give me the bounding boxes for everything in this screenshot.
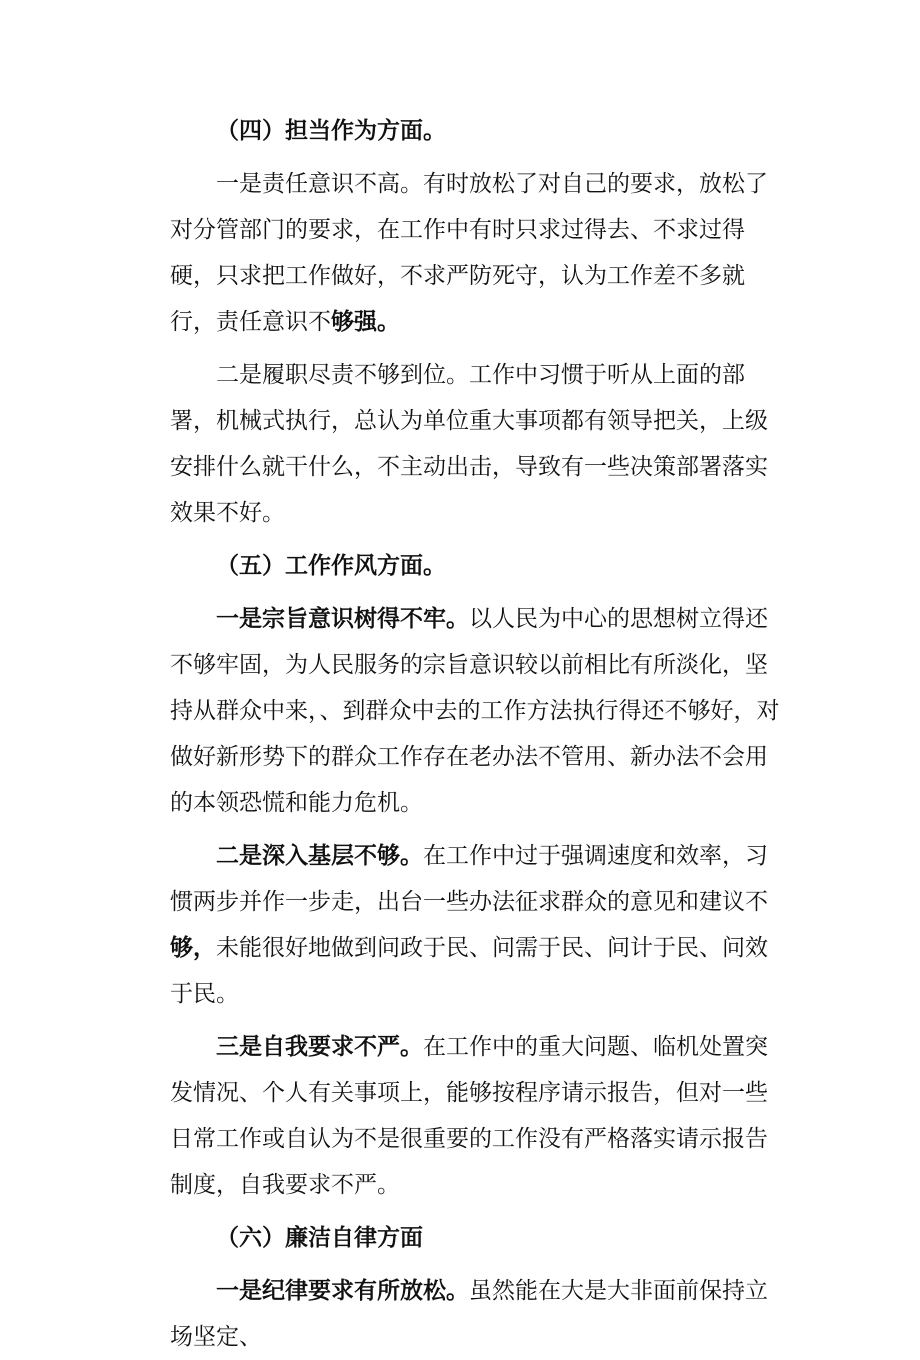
- section-5-paragraph-1-body: 以人民为中心的思想树立得还不够牢固，为人民服务的宗旨意识较以前相比有所淡化，坚持从群众中来，、到群众中去的工作方法执行得还不够好，对做好新形势下的群众工作存在老办法不管用、新办法不会用的本领恐慌和能力危机。: [170, 606, 780, 816]
- section-4-heading: （四）担当作为方面。: [216, 118, 446, 144]
- section-5-paragraph-1: [170, 596, 790, 826]
- section-5-paragraph-1-lead: 一是宗旨意识树得不牢。: [216, 605, 469, 632]
- section-5-paragraph-2-body-end: 未能很好地做到问政于民、问需于民、问计于民、问效于民。: [170, 935, 768, 1007]
- section-6-paragraph-1-lead: 一是纪律要求有所放松。: [216, 1277, 469, 1304]
- section-4-paragraph-2: 二是履职尽责不够到位。工作中习惯于听从上面的部署，机械式执行，总认为单位重大事项都有领导把关，上级安排什么就干什么，不主动出击，导致有一些决策部署落实效果不好。: [170, 362, 768, 526]
- section-5-paragraph-2-bold: 够，: [170, 934, 216, 961]
- section-5-paragraph-3-body: 在工作中的重大问题、临机处置突发情况、个人有关事项上，能够按程序请示报告，但对一些日常工作或自认为不是很重要的工作没有严格落实请示报告制度，自我要求不严。: [170, 1034, 768, 1198]
- section-6-paragraph-1-body: 虽然能在大是大非面前保持立场坚定、: [170, 1278, 768, 1350]
- section-6-paragraph-1: [170, 1268, 790, 1360]
- section-5-heading: （五）工作作风方面。: [216, 553, 446, 579]
- document-body: [170, 108, 790, 1360]
- section-4-paragraph-1-text: 一是责任意识不高。有时放松了对自己的要求，放松了对分管部门的要求，在工作中有时只求过得去、不求过得硬，只求把工作做好，不求严防死守，认为工作差不多就行，责任意识不: [170, 171, 768, 335]
- section-5-paragraph-2-lead: 二是深入基层不够。: [216, 842, 423, 869]
- section-5-paragraph-3-lead: 三是自我要求不严。: [216, 1033, 423, 1060]
- section-6-heading: （六）廉洁自律方面: [216, 1225, 423, 1251]
- section-5-paragraph-2-body: 在工作中过于强调速度和效率，习惯两步并作一步走，出台一些办法征求群众的意见和建议不: [170, 843, 768, 915]
- section-5-paragraph-3: [170, 1024, 790, 1208]
- section-4-paragraph-1: [170, 161, 790, 345]
- section-5-paragraph-2: [170, 833, 790, 1017]
- section-4-paragraph-1-bold: 够强。: [331, 308, 400, 335]
